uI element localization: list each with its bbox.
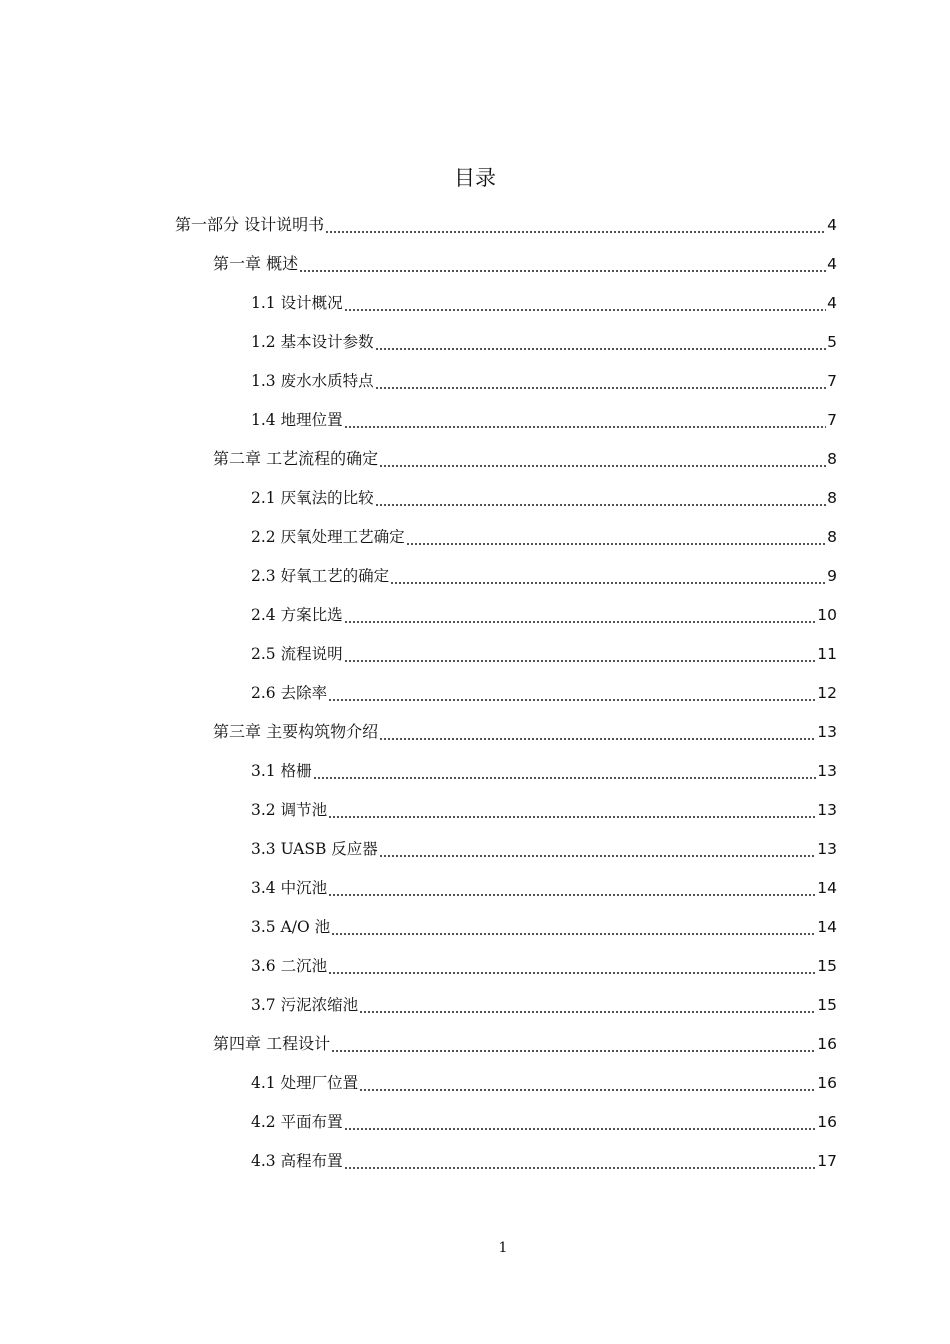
toc-entry[interactable] bbox=[0, 790, 950, 829]
page-number: 1 bbox=[498, 1240, 508, 1256]
toc-entry-page-number: 8 bbox=[827, 449, 837, 468]
toc-entry[interactable] bbox=[0, 1141, 950, 1180]
toc-dot-leader bbox=[375, 488, 827, 508]
toc-dot-leader bbox=[390, 566, 826, 586]
toc-entry-page-number: 13 bbox=[817, 800, 837, 819]
toc-entry[interactable] bbox=[0, 712, 950, 751]
toc-entry[interactable] bbox=[0, 868, 950, 907]
toc-entry-page-number: 11 bbox=[817, 644, 837, 663]
toc-entry-page-number: 7 bbox=[827, 371, 837, 390]
toc-entry-page-number: 16 bbox=[817, 1034, 837, 1053]
toc-entry-page-number: 16 bbox=[817, 1112, 837, 1131]
toc-dot-leader bbox=[331, 917, 816, 937]
toc-entry[interactable] bbox=[0, 751, 950, 790]
toc-entry-label: 3.2 调节池 bbox=[251, 800, 328, 819]
toc-entry-label: 3.7 污泥浓缩池 bbox=[251, 995, 359, 1014]
toc-entry-page-number: 12 bbox=[817, 683, 837, 702]
toc-dot-leader bbox=[359, 1073, 816, 1093]
toc-entry-page-number: 4 bbox=[827, 215, 837, 234]
toc-dot-leader bbox=[379, 722, 816, 742]
toc-entry-label: 2.4 方案比选 bbox=[251, 605, 343, 624]
toc-entry[interactable] bbox=[0, 517, 950, 556]
toc-entry-label: 3.6 二沉池 bbox=[251, 956, 328, 975]
toc-entry-label: 第一部分 设计说明书 bbox=[175, 214, 325, 234]
toc-dot-leader bbox=[328, 956, 816, 976]
toc-entry-label: 4.1 处理厂位置 bbox=[251, 1073, 359, 1092]
toc-dot-leader bbox=[299, 254, 826, 274]
toc-entry[interactable] bbox=[0, 907, 950, 946]
toc-entry-label: 1.3 废水水质特点 bbox=[251, 371, 374, 390]
toc-entry-label: 第一章 概述 bbox=[213, 253, 299, 273]
toc-entry[interactable] bbox=[0, 985, 950, 1024]
toc-entry[interactable] bbox=[0, 829, 950, 868]
toc-entry[interactable] bbox=[0, 673, 950, 712]
toc-entry[interactable] bbox=[0, 322, 950, 361]
toc-entry[interactable] bbox=[0, 1102, 950, 1141]
toc-entry-page-number: 7 bbox=[827, 410, 837, 429]
toc-entry-label: 4.2 平面布置 bbox=[251, 1112, 343, 1131]
toc-dot-leader bbox=[379, 449, 826, 469]
toc-entry-label: 3.3 UASB 反应器 bbox=[251, 839, 378, 858]
toc-entry-page-number: 14 bbox=[817, 878, 837, 897]
toc-entry[interactable] bbox=[0, 439, 950, 478]
toc-dot-leader bbox=[325, 215, 826, 235]
toc-dot-leader bbox=[313, 761, 817, 781]
toc-dot-leader bbox=[328, 878, 816, 898]
table-of-contents bbox=[0, 205, 950, 1180]
toc-entry-label: 3.5 A/O 池 bbox=[251, 917, 331, 936]
toc-entry[interactable] bbox=[0, 244, 950, 283]
toc-entry-label: 第四章 工程设计 bbox=[213, 1033, 331, 1053]
toc-entry-label: 1.4 地理位置 bbox=[251, 410, 343, 429]
toc-entry-page-number: 4 bbox=[827, 254, 837, 273]
toc-entry-page-number: 13 bbox=[817, 722, 837, 741]
toc-entry-label: 4.3 高程布置 bbox=[251, 1151, 343, 1170]
toc-entry-page-number: 13 bbox=[817, 839, 837, 858]
toc-dot-leader bbox=[344, 293, 827, 313]
toc-entry-label: 2.6 去除率 bbox=[251, 683, 328, 702]
toc-entry[interactable] bbox=[0, 1063, 950, 1102]
toc-dot-leader bbox=[375, 371, 827, 391]
toc-entry[interactable] bbox=[0, 634, 950, 673]
toc-entry[interactable] bbox=[0, 361, 950, 400]
toc-entry-page-number: 14 bbox=[817, 917, 837, 936]
toc-entry-label: 1.1 设计概况 bbox=[251, 293, 343, 312]
toc-entry-page-number: 16 bbox=[817, 1073, 837, 1092]
toc-dot-leader bbox=[331, 1034, 816, 1054]
toc-entry-label: 第二章 工艺流程的确定 bbox=[213, 448, 379, 468]
toc-entry-page-number: 15 bbox=[817, 995, 837, 1014]
toc-entry-label: 第三章 主要构筑物介绍 bbox=[213, 721, 379, 741]
toc-dot-leader bbox=[359, 995, 816, 1015]
toc-entry[interactable] bbox=[0, 283, 950, 322]
toc-entry-page-number: 17 bbox=[817, 1151, 837, 1170]
toc-dot-leader bbox=[344, 605, 817, 625]
toc-entry-page-number: 13 bbox=[817, 761, 837, 780]
toc-entry[interactable] bbox=[0, 205, 950, 244]
toc-entry-page-number: 15 bbox=[817, 956, 837, 975]
toc-entry-label: 3.1 格栅 bbox=[251, 761, 312, 780]
toc-entry[interactable] bbox=[0, 400, 950, 439]
toc-entry-page-number: 4 bbox=[827, 293, 837, 312]
toc-dot-leader bbox=[375, 332, 827, 352]
toc-entry[interactable] bbox=[0, 946, 950, 985]
toc-entry-page-number: 10 bbox=[817, 605, 837, 624]
toc-entry-label: 2.1 厌氧法的比较 bbox=[251, 488, 374, 507]
toc-entry-page-number: 8 bbox=[827, 488, 837, 507]
toc-entry-page-number: 9 bbox=[827, 566, 837, 585]
toc-dot-leader bbox=[344, 410, 827, 430]
toc-entry-label: 2.2 厌氧处理工艺确定 bbox=[251, 527, 405, 546]
toc-entry[interactable] bbox=[0, 595, 950, 634]
toc-entry-label: 3.4 中沉池 bbox=[251, 878, 328, 897]
toc-entry-label: 1.2 基本设计参数 bbox=[251, 332, 374, 351]
toc-dot-leader bbox=[406, 527, 827, 547]
toc-entry-page-number: 5 bbox=[827, 332, 837, 351]
toc-entry-page-number: 8 bbox=[827, 527, 837, 546]
toc-dot-leader bbox=[344, 1112, 817, 1132]
toc-entry[interactable] bbox=[0, 556, 950, 595]
toc-dot-leader bbox=[344, 1151, 817, 1171]
toc-entry-label: 2.5 流程说明 bbox=[251, 644, 343, 663]
toc-dot-leader bbox=[328, 683, 816, 703]
toc-entry-label: 2.3 好氧工艺的确定 bbox=[251, 566, 390, 585]
toc-entry[interactable] bbox=[0, 1024, 950, 1063]
toc-entry[interactable] bbox=[0, 478, 950, 517]
toc-dot-leader bbox=[328, 800, 816, 820]
toc-dot-leader bbox=[344, 644, 817, 664]
toc-dot-leader bbox=[379, 839, 816, 859]
toc-title: 目录 bbox=[454, 166, 496, 190]
